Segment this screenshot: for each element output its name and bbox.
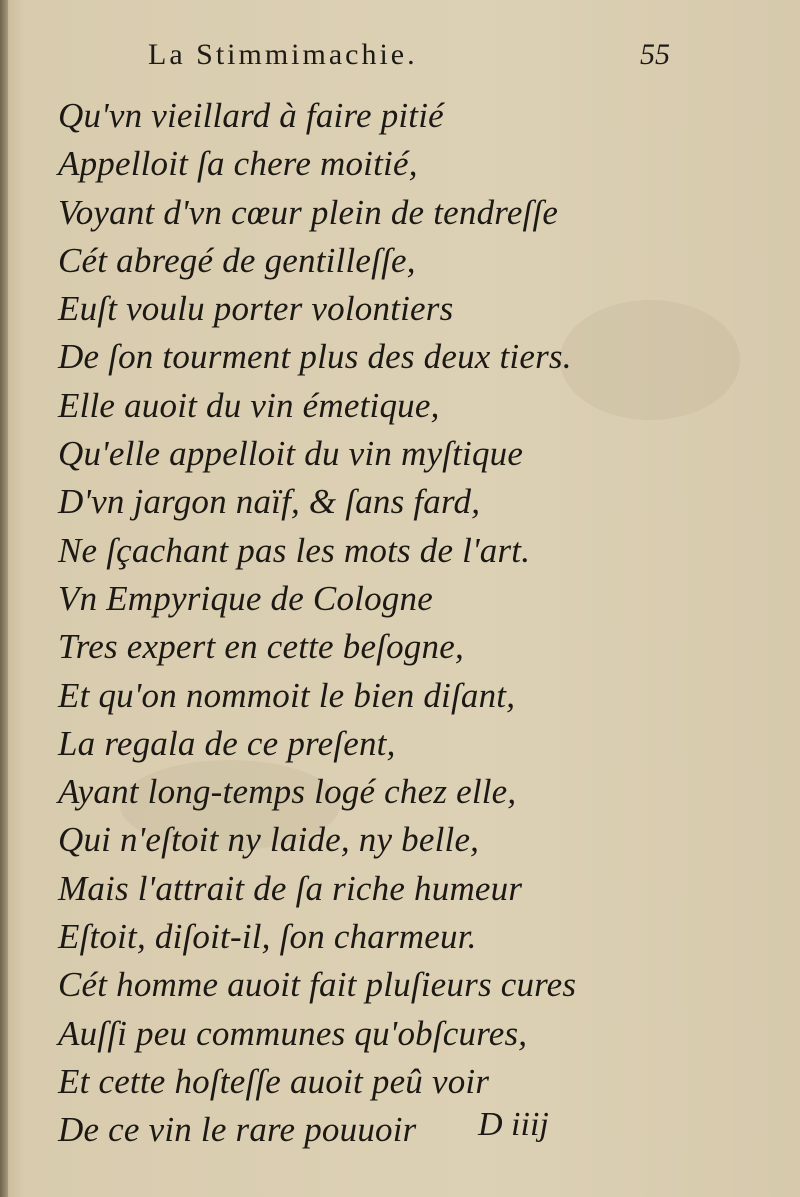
verse-line: D'vn jargon naïf, & ſans fard,	[58, 482, 481, 522]
verse-line: Voyant d'vn cœur plein de tendreſſe	[58, 192, 559, 232]
signature-mark: D iiij	[478, 1106, 549, 1143]
verse-line: Et qu'on nommoit le bien diſant,	[58, 675, 516, 715]
page-gutter-shadow	[0, 0, 8, 1197]
verse-line: Appelloit ſa chere moitié,	[58, 144, 418, 184]
verse-line: Mais l'attrait de ſa riche humeur	[58, 868, 523, 908]
verse-line: Vn Empyrique de Cologne	[58, 578, 433, 618]
verse-line: Qu'vn vieillard à faire pitié	[58, 96, 444, 135]
page-number: 55	[640, 38, 670, 71]
verse-line: Ne ſçachant pas les mots de l'art.	[58, 530, 531, 570]
verse-line: De ce vin le rare pouuoir	[58, 1110, 417, 1150]
verse-line: De ſon tourment plus des deux tiers.	[58, 337, 572, 377]
verse-line: Qui n'eſtoit ny laide, ny belle,	[58, 820, 480, 860]
verse-line: Euſt voulu porter volontiers	[58, 289, 454, 329]
verse-line: Qu'elle appelloit du vin myſtique	[58, 434, 524, 474]
verse-line: La regala de ce preſent,	[58, 723, 396, 763]
verse-line: Auſſi peu communes qu'obſcures,	[58, 1013, 528, 1053]
running-head: La Stimmimachie.	[148, 38, 418, 71]
verse-line: Elle auoit du vin émetique,	[58, 385, 440, 425]
verse-line: Et cette hoſteſſe auoit peû voir	[58, 1061, 490, 1101]
verse-block	[58, 92, 698, 1155]
verse-line: Cét abregé de gentilleſſe,	[58, 240, 416, 280]
verse-line: Tres expert en cette beſogne,	[58, 627, 464, 667]
verse-line: Eſtoit, diſoit-il, ſon charmeur.	[58, 917, 477, 957]
verse-line: Ayant long-temps logé chez elle,	[58, 772, 517, 812]
verse-line: Cét homme auoit fait pluſieurs cures	[58, 965, 577, 1005]
